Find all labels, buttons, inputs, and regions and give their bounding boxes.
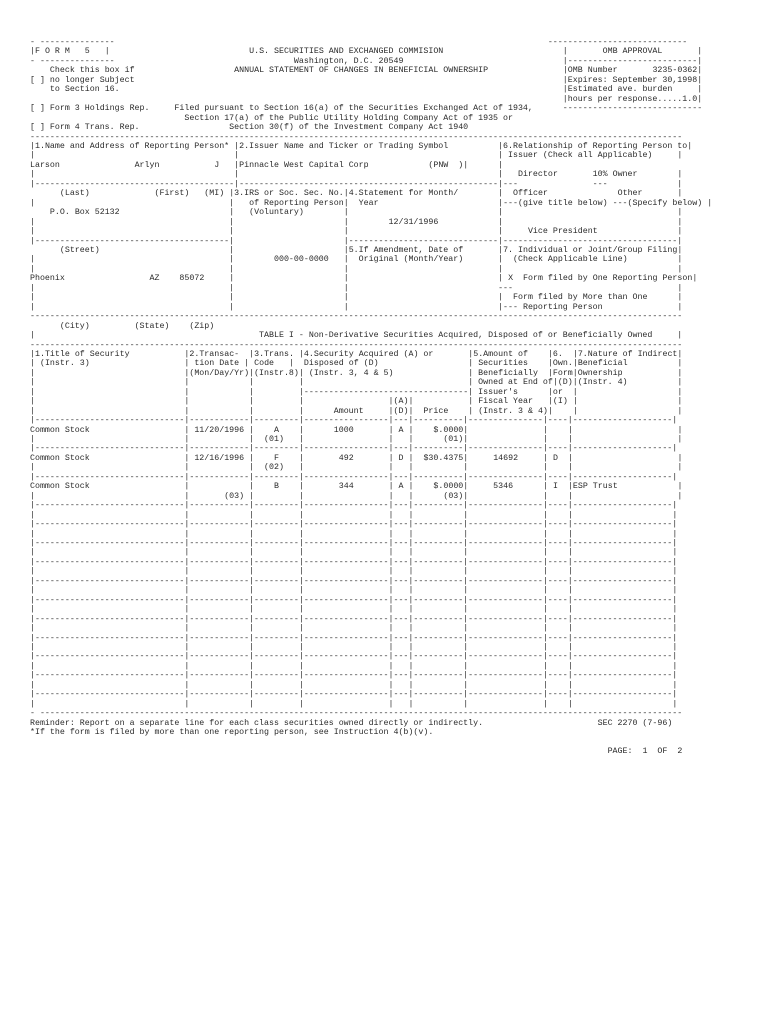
row-price-footnote: (03) xyxy=(443,491,464,501)
sec-form-number: SEC 2270 (7-96) xyxy=(597,718,673,728)
col-nature-ownership-header-2: Beneficial xyxy=(577,359,628,369)
page-of-label: OF xyxy=(657,746,668,756)
reporting-person-last-name: Larson xyxy=(30,160,60,170)
omb-hours: hours per response.....1.0 xyxy=(567,94,698,104)
street-label: (Street) xyxy=(59,245,100,255)
relationship-give-title-line: ---(give title below) ---(Specify below) xyxy=(503,198,703,208)
reporting-person-zip: 85072 xyxy=(179,274,205,284)
box4-label-2: Year xyxy=(358,198,379,208)
filed-pursuant-line-1: Filed pursuant to Section 16(a) of the Securities Exchanged Act of 1934, xyxy=(174,104,533,114)
col-trans-code-header-2: Code xyxy=(254,359,275,369)
row-amount: 1000 xyxy=(333,425,354,435)
last-name-label: (Last) xyxy=(59,189,90,199)
col-trans-code-header-1: 3.Trans. xyxy=(254,349,294,359)
col-transaction-date-header-2: tion Date xyxy=(194,359,240,369)
no-longer-subject-checkbox: [ ] no longer Subject xyxy=(30,75,135,85)
row-price: $.0000 xyxy=(433,482,464,492)
relationship-director: Director xyxy=(517,170,558,180)
one-reporting-person-filing: X Form filed by One Reporting Person xyxy=(508,274,693,284)
box3-label-1: 3.IRS or Soc. Sec. No. xyxy=(234,189,344,199)
col-amount-owned-header-4: Owned at End of xyxy=(478,378,553,388)
col-trans-code-header-3: (Instr.8) xyxy=(254,368,299,378)
more-than-one-filing-2: --- Reporting Person xyxy=(503,302,603,312)
page-label: PAGE: xyxy=(607,746,633,756)
omb-expires: Expires: September 30,1998 xyxy=(567,75,698,85)
col-acquired-disposed-header-3: (Instr. 3, 4 & 5) xyxy=(308,368,394,378)
relationship-ten-percent-owner: 10% Owner xyxy=(592,170,638,180)
row-amount-owned: 5346 xyxy=(493,482,514,492)
middle-initial-label: (MI) xyxy=(204,189,225,199)
row-code-footnote: (02) xyxy=(264,463,284,473)
box5-label-2: Original (Month/Year) xyxy=(358,255,464,265)
city-label: (City) xyxy=(59,321,90,331)
col-ownership-form-header-2: Own. xyxy=(552,359,573,369)
form-5-document: - --------------- ---------------------------- |F O R M 5 | U.S. SECURITIES AND EXCHANGED COMMISION | OMB APPROVAL | - --------------- Washington, D.C. 20549 |--------------------------| Check this box if ANNUAL STATEMENT OF CHANGES IN BENEFICIAL OWNERSHIP |OMB Number 3235-0362| [ ] no longer Subject |Expires: September 30,1998| to Section 16. |Estimated ave. burden | |hours per response.....1.0| [ ] Form 3 Holdings Rep. Filed pursuant to Section 16(a) of the Securities Exchanged Act of 1934, ---------------------------- Section 17(a) of the Public Utility Holding Company Act of 1935 or [ ] Form 4 Trans. Rep. Section 30(f) of the Investment Company Act 1940 ----------------------------------------------------------------------------------------------------------------------------------- |1.Name and Address of Reporting Person* |2.Issuer Name and Ticker or Trading Symbol |6.Relationship of Reporting Person to| | | | Issuer (Check all Applicable) | Larson Arlyn J |Pinnacle West Capital Corp (PNW )| | | | | Director 10% Owner | |----------------------------------------|----------------------------------------------------|--- --- | (Last) (First) (MI) |3.IRS or Soc. Sec. No.|4.Statement for Month/ | Officer Other | | | of Reporting Person| Year |---(give title below) ---(Specify below) | P.O. Box 52132 | (Voluntary) | | | | | | 12/31/1996 | | | | | | Vice President | |---------------------------------------| |------------------------------|-----------------------------------| (Street) | |5.If Amendment, Date of |7. Individual or Joint/Group Filing| | | 000-00-0000 | Original (Month/Year) | (Check Applicable Line) | | | | | | Phoenix AZ 85072 | | | X Form filed by One Reporting Person| | | | --- | | | | | Form filed by More than One | | | | |--- Reporting Person | ----------------------------------------------------------------------------------------------------------------------------------- (City) (State) (Zip) | TABLE I - Non-Derivative Securities Acquired, Disposed of or Beneficially Owned | ----------------------------------------------------------------------------------------------------------------------------------- |1.Title of Security |2.Transac- |3.Trans. |4.Security Acquired (A) or |5.Amount of |6. |7.Nature of Indirect| | (Instr. 3) | tion Date | Code | Disposed of (D) | Securities |Own.|Beneficial | | |(Mon/Day/Yr)|(Instr.8)| (Instr. 3, 4 & 5) | Beneficially |Form|Ownership | | | | | | Owned at End of|(D)|(Instr. 4) | | | | |---------------------------------| Issuer's |or | | | | | | |(A)| | Fiscal Year |(I) | | | | | | Amount |(D)| Price | (Instr. 3 & 4)| | | |------------------------------|------------|---------|-----------------|---|----------|---------------|----|--------------------| Common Stock | 11/20/1996 | A | 1000 | A | $.0000| | | | | | | (01) | | | (01)| | | | |------------------------------|------------|---------|-----------------|---|----------|---------------|----|--------------------| Common Stock | 12/16/1996 | F | 492 | D | $30.4375| 14692 | D | | | | | (02) | | | | | | | |------------------------------|------------|---------|-----------------|---|----------|---------------|----|--------------------| Common Stock | | B | 344 | A | $.0000| 5346 | I |ESP Trust | | | (03) | | | | (03)| | | | |------------------------------|------------|---------|-----------------|---|----------|---------------|----|--------------------| | | | | | | | | | | |------------------------------|------------|---------|-----------------|---|----------|---------------|----|--------------------| | | | | | | | | | | |------------------------------|------------|---------|-----------------|---|----------|---------------|----|--------------------| | | | | | | | | | | |------------------------------|------------|---------|-----------------|---|----------|---------------|----|--------------------| | | | | | | | | | | |------------------------------|------------|---------|-----------------|---|----------|---------------|----|--------------------| | | | | | | | | | | |------------------------------|------------|---------|-----------------|---|----------|---------------|----|--------------------| | | | | | | | | | | |------------------------------|------------|---------|-----------------|---|----------|---------------|----|--------------------| | | | | | | | | | | |------------------------------|------------|---------|-----------------|---|----------|---------------|----|--------------------| | | | | | | | | | | |------------------------------|------------|---------|-----------------|---|----------|---------------|----|--------------------| | | | | | | | | | | |------------------------------|------------|---------|-----------------|---|----------|---------------|----|--------------------| | | | | | | | | | | |------------------------------|------------|---------|-----------------|---|----------|---------------|----|--------------------| | | | | | | | | | | - --------------------------------------------------------------------------------------------------------------------------------- Reminder: Report on a separate line for each class securities owned directly or indirectly. SEC 2270 (7-96) *If the form is filed by more than one reporting person, see Instruction 4(b)(v). PAGE: 1 OF 2 xyxy=(30,38,713,756)
form3-holdings-checkbox: [ ] Form 3 Holdings Rep. xyxy=(30,104,150,114)
row-transaction-date: 11/20/1996 xyxy=(194,425,245,435)
col-ad-header-2: (D) xyxy=(393,406,409,416)
box7-label-1: 7. Individual or Joint/Group Filing xyxy=(503,245,678,255)
ticker-symbol: (PNW ) xyxy=(428,160,464,170)
page-current: 1 xyxy=(642,746,648,756)
col-amount-header: Amount xyxy=(333,406,364,416)
col-nature-ownership-header-4: (Instr. 4) xyxy=(577,378,628,388)
col-ownership-form-header-3: Form xyxy=(552,368,573,378)
row-ownership-form: D xyxy=(552,453,558,463)
col-transaction-date-header-3: (Mon/Day/Yr) xyxy=(189,368,250,378)
box6-label-1: 6.Relationship of Reporting Person to xyxy=(503,141,688,151)
row-nature-ownership: ESP Trust xyxy=(572,482,618,492)
row-ownership-form: I xyxy=(552,482,558,492)
statement-month-year: 12/31/1996 xyxy=(388,217,439,227)
col-ownership-form-header-5: or xyxy=(552,387,563,397)
reporting-person-street: P.O. Box 52132 xyxy=(49,208,120,218)
page-total: 2 xyxy=(677,746,683,756)
col-amount-owned-header-6: Fiscal Year xyxy=(478,397,533,407)
row-code-footnote: (01) xyxy=(264,435,284,445)
col-acquired-disposed-header-1: 4.Security Acquired (A) or xyxy=(303,349,434,359)
form4-trans-checkbox: [ ] Form 4 Trans. Rep. xyxy=(30,123,140,133)
col-amount-owned-header-7: (Instr. 3 & 4) xyxy=(478,406,548,416)
box5-label-1: 5.If Amendment, Date of xyxy=(348,245,464,255)
row-security-title: Common Stock xyxy=(30,482,90,492)
more-than-one-filing-1: Form filed by More than One xyxy=(513,293,648,303)
form-number-label: F O R M 5 xyxy=(34,47,90,57)
reporting-person-city: Phoenix xyxy=(30,274,65,284)
form-title: ANNUAL STATEMENT OF CHANGES IN BENEFICIAL OWNERSHIP xyxy=(234,66,489,76)
col-transaction-date-header-1: 2.Transac- xyxy=(189,349,240,359)
box7-label-2: (Check Applicable Line) xyxy=(513,255,628,265)
col-nature-ownership-header-3: Ownership xyxy=(577,368,623,378)
issuer-name: Pinnacle West Capital Corp xyxy=(239,160,369,170)
relationship-other: Other xyxy=(617,189,643,199)
no-longer-subject-checkbox-label-2: to Section 16. xyxy=(49,85,120,95)
col-ad-header-1: (A) xyxy=(393,397,409,407)
filed-pursuant-line-2: Section 17(a) of the Public Utility Holding Company Act of 1935 or xyxy=(184,113,513,123)
col-title-header-1: 1.Title of Security xyxy=(34,349,130,359)
relationship-officer: Officer xyxy=(513,189,548,199)
zip-label: (Zip) xyxy=(189,321,215,331)
reporting-person-middle-initial: J xyxy=(214,160,220,170)
row-price-footnote: (01) xyxy=(443,435,464,445)
box4-label-1: 4.Statement for Month/ xyxy=(348,189,459,199)
box6-label-2: Issuer (Check all Applicable) xyxy=(508,151,653,161)
col-amount-owned-header-1: 5.Amount of xyxy=(473,349,528,359)
col-amount-owned-header-3: Beneficially xyxy=(478,368,538,378)
row-amount: 344 xyxy=(338,482,354,492)
agency-name: U.S. SECURITIES AND EXCHANGED COMMISION xyxy=(249,47,444,57)
row-acquired-disposed: D xyxy=(398,453,404,463)
box2-label: 2.Issuer Name and Ticker or Trading Symbol xyxy=(239,141,449,151)
row-price: $30.4375 xyxy=(423,453,464,463)
row-price: $.0000 xyxy=(433,425,464,435)
col-title-header-2: (Instr. 3) xyxy=(39,359,90,369)
col-ownership-form-header-6: (I) xyxy=(552,397,568,407)
col-amount-owned-header-5: Issuer's xyxy=(478,387,518,397)
officer-title: Vice President xyxy=(527,227,598,237)
instruction-note: *If the form is filed by more than one reporting person, see Instruction 4(b)(v). xyxy=(30,728,434,738)
row-acquired-disposed: A xyxy=(398,425,404,435)
no-longer-subject-checkbox-label: Check this box if xyxy=(49,66,135,76)
row-transaction-code: A xyxy=(274,425,279,435)
box3-label-3: (Voluntary) xyxy=(249,208,304,218)
row-transaction-code: F xyxy=(274,453,279,463)
col-ownership-form-header-4: (D) xyxy=(557,378,573,388)
filed-pursuant-line-3: Section 30(f) of the Investment Company Act 1940 xyxy=(229,123,469,133)
state-label: (State) xyxy=(134,321,170,331)
reminder-text: Reminder: Report on a separate line for each class securities owned directly or indirectly. xyxy=(30,718,484,728)
box1-label: 1.Name and Address of Reporting Person* xyxy=(34,141,230,151)
row-date-footnote: (03) xyxy=(224,491,245,501)
first-name-label: (First) xyxy=(154,189,190,199)
omb-number: OMB Number 3235-0362 xyxy=(567,66,698,76)
row-security-title: Common Stock xyxy=(30,425,90,435)
agency-location: Washington, D.C. 20549 xyxy=(293,56,404,66)
omb-approval-title: OMB APPROVAL xyxy=(602,47,663,57)
table1-title: TABLE I - Non-Derivative Securities Acquired, Disposed of or Beneficially Owned xyxy=(259,331,653,341)
col-acquired-disposed-header-2: Disposed of (D) xyxy=(303,359,379,369)
row-amount-owned: 14692 xyxy=(493,453,519,463)
col-amount-owned-header-2: Securities xyxy=(478,359,528,369)
col-nature-ownership-header-1: 7.Nature of Indirect xyxy=(577,349,678,359)
col-price-header: Price xyxy=(423,406,449,416)
row-transaction-date: 12/16/1996 xyxy=(194,453,245,463)
row-transaction-code: B xyxy=(274,482,279,492)
row-amount: 492 xyxy=(338,453,354,463)
omb-burden: Estimated ave. burden xyxy=(567,85,673,95)
row-security-title: Common Stock xyxy=(30,453,90,463)
reporting-person-first-name: Arlyn xyxy=(134,160,160,170)
row-acquired-disposed: A xyxy=(398,482,404,492)
col-ownership-form-header-1: 6. xyxy=(552,349,563,359)
reporting-person-state: AZ xyxy=(149,274,160,284)
irs-ssn-number: 000-00-0000 xyxy=(274,255,329,265)
box3-label-2: of Reporting Person xyxy=(249,198,344,208)
